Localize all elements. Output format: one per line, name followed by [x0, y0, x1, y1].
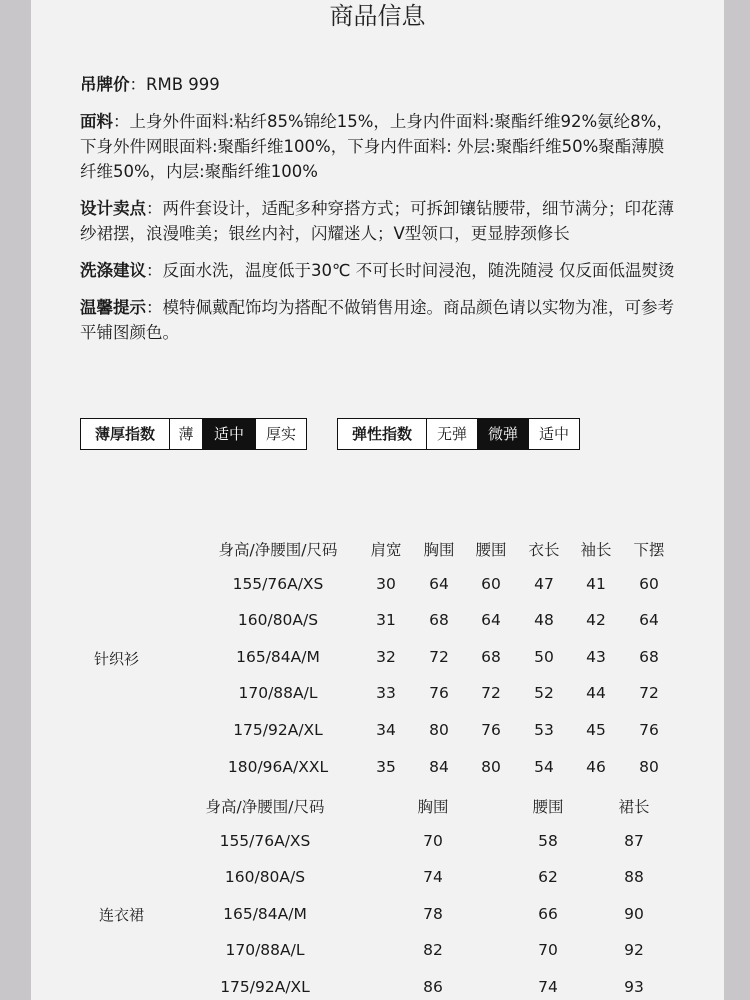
info-section [80, 72, 680, 357]
knit-table-cell: 170/88A/L [238, 684, 318, 703]
dress-category: 连衣裙 [99, 906, 145, 924]
knit-table-cell: 76 [429, 684, 449, 703]
info-key: 面料 [80, 112, 113, 131]
info-key: 洗涤建议 [80, 261, 146, 280]
knit-header-cell: 身高/净腰围/尺码 [218, 541, 338, 559]
knit-table-cell: 76 [639, 721, 659, 739]
knit-table-cell: 80 [639, 757, 659, 776]
knit-table-cell: 175/92A/XL [233, 721, 323, 739]
dress-header-cell: 腰围 [532, 798, 564, 816]
dress-table-cell: 78 [423, 904, 443, 923]
info-price [80, 72, 680, 97]
knit-table-cell: 64 [429, 574, 449, 593]
info-key: 设计卖点 [80, 199, 146, 218]
info-value: ：RMB 999 [129, 75, 220, 94]
knit-header-cell: 肩宽 [370, 541, 402, 559]
knit-table-cell: 52 [534, 684, 554, 703]
elasticity-index [337, 418, 580, 450]
knit-table-cell: 47 [534, 574, 554, 593]
product-info-panel [31, 0, 724, 1000]
knit-table-cell: 31 [376, 611, 396, 630]
dress-table-cell: 90 [624, 904, 644, 923]
dress-header-cell: 胸围 [417, 798, 449, 816]
knit-table-cell: 155/76A/XS [232, 574, 324, 593]
knit-table-cell: 41 [586, 574, 606, 593]
dress-table-cell: 155/76A/XS [219, 831, 311, 850]
knit-table-cell: 76 [481, 721, 501, 739]
thickness-option-thick: 厚实 [256, 418, 307, 450]
knit-table-cell: 60 [639, 574, 659, 593]
knit-table-cell: 72 [429, 647, 449, 666]
knit-header-cell: 袖长 [580, 541, 612, 559]
dress-table-cell: 93 [624, 978, 644, 996]
dress-table-cell: 86 [423, 978, 443, 996]
info-value: ：反面水洗，温度低于30℃ 不可长时间浸泡，随洗随浸 仅反面低温熨烫 [146, 261, 675, 280]
info-fabric [80, 109, 680, 184]
elasticity-option-medium: 适中 [529, 418, 580, 450]
dress-table-cell: 165/84A/M [223, 904, 307, 923]
info-value: ：模特佩戴配饰均为搭配不做销售用途。商品颜色请以实物为准，可参考平铺图颜色。 [80, 298, 674, 342]
info-key: 吊牌价 [80, 75, 130, 94]
dress-table-cell: 175/92A/XL [220, 978, 310, 996]
knit-table-cell: 33 [376, 684, 396, 703]
knit-table-cell: 30 [376, 574, 396, 593]
knit-table-cell: 64 [639, 611, 659, 630]
knit-header-cell: 下摆 [633, 541, 665, 559]
knit-category: 针织衫 [94, 650, 140, 668]
knit-table-cell: 42 [586, 611, 606, 630]
info-tip [80, 295, 680, 345]
knit-table-cell: 54 [534, 757, 554, 776]
dress-table-cell: 170/88A/L [225, 941, 305, 960]
thickness-option-thin: 薄 [170, 418, 203, 450]
info-design [80, 196, 680, 246]
dress-table-cell: 92 [624, 941, 644, 960]
knit-table-cell: 68 [481, 647, 501, 666]
knit-table-cell: 68 [429, 611, 449, 630]
dress-table-cell: 66 [538, 904, 558, 923]
dress-table-cell: 160/80A/S [224, 868, 306, 887]
knit-header-cell: 衣长 [528, 541, 560, 559]
dress-table-cell: 87 [624, 831, 644, 850]
dress-table-cell: 58 [538, 831, 558, 850]
knit-table-cell: 48 [534, 611, 554, 630]
dress-table-cell: 62 [538, 868, 558, 887]
knit-table-cell: 44 [586, 684, 606, 703]
dress-header-cell: 身高/净腰围/尺码 [205, 798, 325, 816]
knit-table-cell: 53 [534, 721, 554, 739]
knit-header-cell: 胸围 [423, 541, 455, 559]
elasticity-label: 弹性指数 [337, 418, 427, 450]
knit-table-cell: 68 [639, 647, 659, 666]
knit-header-cell: 腰围 [475, 541, 507, 559]
elasticity-option-none: 无弹 [427, 418, 478, 450]
knit-table-cell: 180/96A/XXL [227, 757, 329, 776]
knit-table-cell: 46 [586, 757, 606, 776]
dress-table-cell: 74 [538, 978, 558, 996]
dress-table-cell: 82 [423, 941, 443, 960]
thickness-label: 薄厚指数 [80, 418, 170, 450]
info-washing [80, 258, 680, 283]
knit-table-cell: 64 [481, 611, 501, 630]
knit-table-cell: 34 [376, 721, 396, 739]
page-title: 商品信息 [329, 2, 426, 30]
thickness-index [80, 418, 307, 450]
dress-table-cell: 70 [423, 831, 443, 850]
dress-table-cell: 74 [423, 868, 443, 887]
dress-table-cell: 88 [624, 868, 644, 887]
knit-table-cell: 165/84A/M [236, 647, 320, 666]
knit-table-cell: 80 [429, 721, 449, 739]
dress-table-cell: 70 [538, 941, 558, 960]
knit-table-cell: 43 [586, 647, 606, 666]
knit-table-cell: 60 [481, 574, 501, 593]
knit-table-cell: 32 [376, 647, 396, 666]
knit-table-cell: 45 [586, 721, 606, 739]
dress-header-cell: 裙长 [618, 798, 650, 816]
knit-table-cell: 84 [429, 757, 449, 776]
knit-table-cell: 72 [639, 684, 659, 703]
info-key: 温馨提示 [80, 298, 146, 317]
knit-table-cell: 80 [481, 757, 501, 776]
knit-table-cell: 35 [376, 757, 396, 776]
info-value: ：上身外件面料:粘纤85%锦纶15%，上身内件面料:聚酯纤维92%氨纶8%，下身外件网眼面料:聚酯纤维100%，下身内件面料: 外层:聚酯纤维50%聚酯薄膜纤维50%，内层:聚酯纤维100% [80, 112, 673, 181]
knit-table-cell: 50 [534, 647, 554, 666]
knit-table-cell: 72 [481, 684, 501, 703]
thickness-option-medium: 适中 [203, 418, 256, 450]
elasticity-option-slight: 微弹 [478, 418, 529, 450]
knit-table-cell: 160/80A/S [237, 611, 319, 630]
info-value: ：两件套设计，适配多种穿搭方式；可拆卸镶钻腰带，细节满分；印花薄纱裙摆，浪漫唯美；银丝内衬，闪耀迷人；V型领口，更显脖颈修长 [80, 199, 674, 243]
